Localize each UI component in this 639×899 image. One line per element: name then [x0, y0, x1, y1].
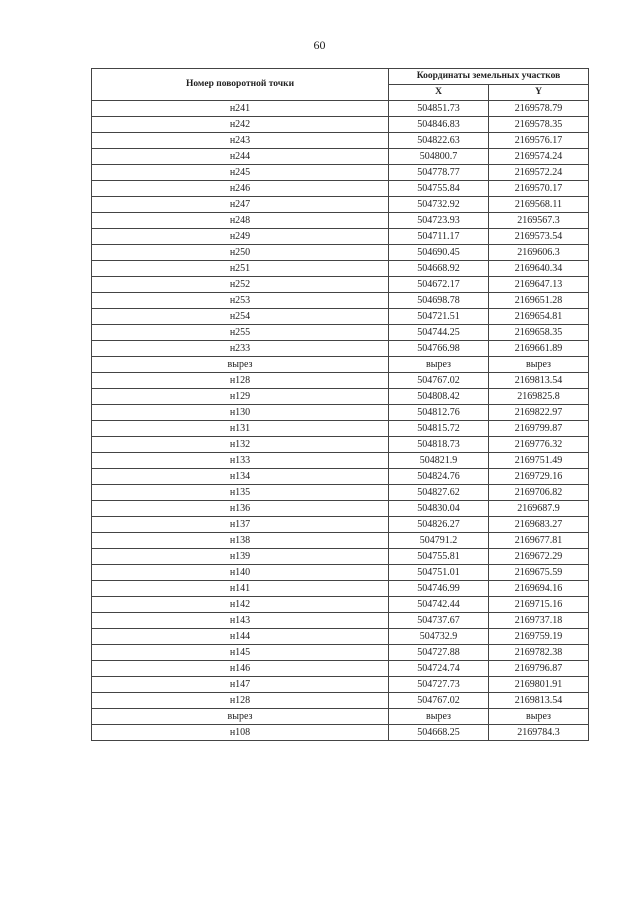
cell-y: 2169606.3 [489, 245, 589, 261]
cell-x: 504800.7 [389, 149, 489, 165]
cell-y: вырез [489, 357, 589, 373]
cell-point: н140 [92, 565, 389, 581]
table-row [92, 725, 589, 741]
cell-y: 2169576.17 [489, 133, 589, 149]
page-number: 60 [313, 38, 326, 52]
cell-x: 504721.51 [389, 309, 489, 325]
cell-y: 2169825.8 [489, 389, 589, 405]
cell-point: н250 [92, 245, 389, 261]
cell-x: 504812.76 [389, 405, 489, 421]
cell-point: н142 [92, 597, 389, 613]
cell-x: 504755.84 [389, 181, 489, 197]
cell-x: 504723.93 [389, 213, 489, 229]
cell-y: 2169672.29 [489, 549, 589, 565]
cell-point: н233 [92, 341, 389, 357]
table-row [92, 517, 589, 533]
cell-y: 2169578.35 [489, 117, 589, 133]
cell-point: н248 [92, 213, 389, 229]
cell-point: н108 [92, 725, 389, 741]
cell-y: 2169647.13 [489, 277, 589, 293]
table-row [92, 565, 589, 581]
cell-point: н244 [92, 149, 389, 165]
table-row [92, 325, 589, 341]
cell-point: вырез [92, 357, 389, 373]
cell-x: 504821.9 [389, 453, 489, 469]
cell-y: 2169801.91 [489, 677, 589, 693]
cell-x: 504744.25 [389, 325, 489, 341]
cell-point: н143 [92, 613, 389, 629]
table-row [92, 133, 589, 149]
table-row [92, 709, 589, 725]
cell-y: 2169568.11 [489, 197, 589, 213]
header-point-number: Номер поворотной точки [92, 69, 389, 101]
cell-x: 504815.72 [389, 421, 489, 437]
table-row [92, 197, 589, 213]
cell-point: н139 [92, 549, 389, 565]
cell-point: н241 [92, 101, 389, 117]
cell-y: 2169822.97 [489, 405, 589, 421]
cell-point: н128 [92, 693, 389, 709]
cell-y: 2169578.79 [489, 101, 589, 117]
cell-x: 504668.25 [389, 725, 489, 741]
cell-x: 504830.04 [389, 501, 489, 517]
cell-y: 2169813.54 [489, 693, 589, 709]
header-coordinates: Координаты земельных участков [389, 69, 589, 85]
cell-point: н253 [92, 293, 389, 309]
cell-point: н247 [92, 197, 389, 213]
table-row [92, 373, 589, 389]
table-row [92, 661, 589, 677]
table-row [92, 181, 589, 197]
cell-y: 2169687.9 [489, 501, 589, 517]
table-body [92, 101, 589, 741]
cell-x: 504826.27 [389, 517, 489, 533]
cell-x: 504791.2 [389, 533, 489, 549]
cell-x: 504724.74 [389, 661, 489, 677]
cell-x: 504827.62 [389, 485, 489, 501]
cell-x: 504755.81 [389, 549, 489, 565]
cell-y: 2169776.32 [489, 437, 589, 453]
cell-point: н249 [92, 229, 389, 245]
table-row [92, 389, 589, 405]
cell-point: н141 [92, 581, 389, 597]
cell-y: 2169759.19 [489, 629, 589, 645]
cell-y: 2169751.49 [489, 453, 589, 469]
table-row [92, 229, 589, 245]
cell-point: н131 [92, 421, 389, 437]
table-row [92, 453, 589, 469]
cell-x: 504851.73 [389, 101, 489, 117]
table-row [92, 597, 589, 613]
cell-x: 504767.02 [389, 373, 489, 389]
cell-y: 2169572.24 [489, 165, 589, 181]
table-row [92, 469, 589, 485]
cell-x: 504727.88 [389, 645, 489, 661]
cell-point: н147 [92, 677, 389, 693]
cell-point: н130 [92, 405, 389, 421]
cell-x: 504668.92 [389, 261, 489, 277]
cell-x: 504808.42 [389, 389, 489, 405]
cell-point: н144 [92, 629, 389, 645]
cell-x: 504711.17 [389, 229, 489, 245]
cell-point: н134 [92, 469, 389, 485]
cell-point: н137 [92, 517, 389, 533]
table-row [92, 645, 589, 661]
cell-y: 2169654.81 [489, 309, 589, 325]
cell-x: 504824.76 [389, 469, 489, 485]
cell-point: н251 [92, 261, 389, 277]
table-row [92, 405, 589, 421]
table-row [92, 149, 589, 165]
cell-y: 2169567.3 [489, 213, 589, 229]
cell-x: 504742.44 [389, 597, 489, 613]
cell-y: 2169737.18 [489, 613, 589, 629]
table-row [92, 357, 589, 373]
table-row [92, 309, 589, 325]
header-x: X [389, 85, 489, 101]
cell-point: н133 [92, 453, 389, 469]
table-row [92, 165, 589, 181]
cell-point: н254 [92, 309, 389, 325]
cell-y: 2169677.81 [489, 533, 589, 549]
cell-y: 2169574.24 [489, 149, 589, 165]
table-row [92, 485, 589, 501]
cell-y: 2169784.3 [489, 725, 589, 741]
cell-y: 2169675.59 [489, 565, 589, 581]
cell-y: 2169813.54 [489, 373, 589, 389]
table-row [92, 117, 589, 133]
cell-point: н243 [92, 133, 389, 149]
cell-point: н129 [92, 389, 389, 405]
table-row [92, 341, 589, 357]
table-row [92, 245, 589, 261]
table-row [92, 293, 589, 309]
cell-y: 2169640.34 [489, 261, 589, 277]
cell-x: 504846.83 [389, 117, 489, 133]
cell-x: вырез [389, 709, 489, 725]
cell-point: н136 [92, 501, 389, 517]
cell-point: н138 [92, 533, 389, 549]
cell-y: 2169796.87 [489, 661, 589, 677]
header-y: Y [489, 85, 589, 101]
cell-y: 2169799.87 [489, 421, 589, 437]
cell-x: 504732.92 [389, 197, 489, 213]
table-row [92, 693, 589, 709]
cell-y: 2169706.82 [489, 485, 589, 501]
cell-x: 504751.01 [389, 565, 489, 581]
table-row [92, 677, 589, 693]
cell-y: 2169694.16 [489, 581, 589, 597]
cell-y: 2169729.16 [489, 469, 589, 485]
cell-y: 2169658.35 [489, 325, 589, 341]
coordinates-table [91, 68, 589, 741]
table-row [92, 581, 589, 597]
cell-x: 504767.02 [389, 693, 489, 709]
table-row [92, 213, 589, 229]
cell-y: 2169683.27 [489, 517, 589, 533]
cell-point: н146 [92, 661, 389, 677]
table-row [92, 277, 589, 293]
cell-point: н135 [92, 485, 389, 501]
cell-point: н252 [92, 277, 389, 293]
cell-point: н128 [92, 373, 389, 389]
table-row [92, 533, 589, 549]
table-row [92, 629, 589, 645]
cell-x: 504818.73 [389, 437, 489, 453]
cell-x: вырез [389, 357, 489, 373]
cell-x: 504727.73 [389, 677, 489, 693]
table-row [92, 613, 589, 629]
cell-y: 2169570.17 [489, 181, 589, 197]
table-row [92, 501, 589, 517]
cell-x: 504698.78 [389, 293, 489, 309]
cell-point: н145 [92, 645, 389, 661]
cell-x: 504766.98 [389, 341, 489, 357]
cell-y: 2169661.89 [489, 341, 589, 357]
cell-x: 504737.67 [389, 613, 489, 629]
table-row [92, 261, 589, 277]
table-row [92, 437, 589, 453]
cell-point: вырез [92, 709, 389, 725]
table-row [92, 549, 589, 565]
cell-point: н255 [92, 325, 389, 341]
cell-x: 504732.9 [389, 629, 489, 645]
table-row [92, 421, 589, 437]
cell-point: н246 [92, 181, 389, 197]
cell-x: 504690.45 [389, 245, 489, 261]
cell-y: вырез [489, 709, 589, 725]
cell-y: 2169573.54 [489, 229, 589, 245]
cell-y: 2169651.28 [489, 293, 589, 309]
cell-point: н132 [92, 437, 389, 453]
table-row [92, 101, 589, 117]
cell-point: н242 [92, 117, 389, 133]
cell-x: 504746.99 [389, 581, 489, 597]
cell-x: 504672.17 [389, 277, 489, 293]
cell-x: 504778.77 [389, 165, 489, 181]
cell-y: 2169715.16 [489, 597, 589, 613]
cell-x: 504822.63 [389, 133, 489, 149]
cell-point: н245 [92, 165, 389, 181]
cell-y: 2169782.38 [489, 645, 589, 661]
